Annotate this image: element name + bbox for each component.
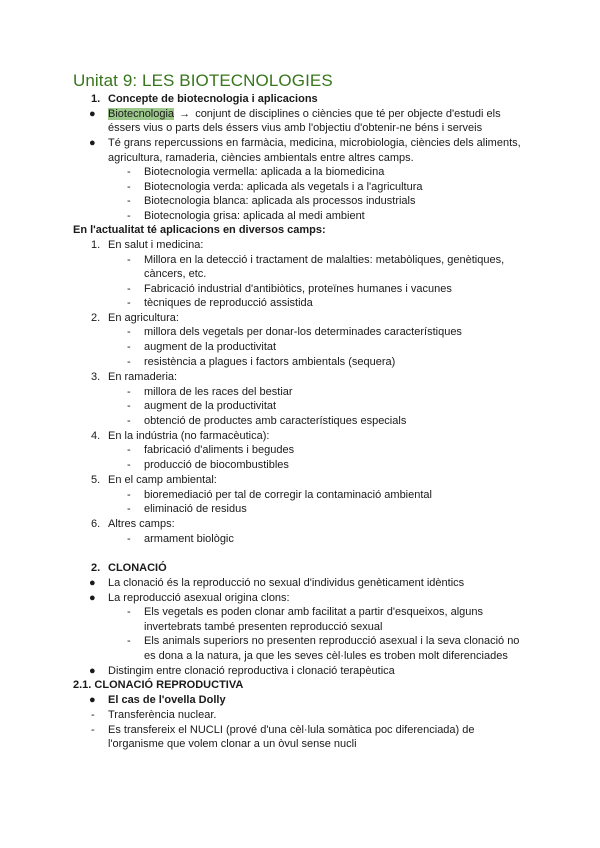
- section-2-number: 2.: [91, 562, 101, 574]
- dash-marker: -: [127, 415, 131, 427]
- definition-text-cont: éssers vius o parts dels éssers vius amb l'objectiu d'obtenir-ne béns i serveis: [108, 122, 483, 134]
- application-detail: Millora en la detecció i tractament de malalties: metabòliques, genètiques,: [144, 254, 505, 266]
- dash-marker: -: [127, 326, 131, 338]
- list-number: 4.: [91, 430, 101, 442]
- bullet-icon: ●: [89, 694, 96, 706]
- dash-marker: -: [127, 400, 131, 412]
- dash-marker: -: [91, 709, 95, 721]
- cloning-definition: La clonació és la reproducció no sexual d'individus genèticament idèntics: [108, 577, 465, 589]
- list-number: 5.: [91, 474, 101, 486]
- bullet-icon: ●: [89, 577, 96, 589]
- dash-marker: -: [127, 356, 131, 368]
- clone-detail: Els vegetals es poden clonar amb facilitat a partir d'esqueixos, alguns: [144, 606, 484, 618]
- asexual-reproduction: La reproducció asexual origina clons:: [108, 592, 290, 604]
- application-detail: eliminació de residus: [144, 503, 247, 515]
- dolly-detail: Transferència nuclear.: [108, 709, 217, 721]
- dash-marker: -: [127, 635, 131, 647]
- repercussions-text-cont: agricultura, ramaderia, ciències ambientals entre altres camps.: [108, 152, 414, 164]
- definition-line: [108, 107, 501, 122]
- section-1-heading: Concepte de biotecnologia i aplicacions: [108, 93, 318, 105]
- list-number: 1.: [91, 239, 101, 251]
- clone-detail-cont: es dona a la natura, ja que les seves cèl·lules es troben molt diferenciades: [144, 650, 508, 662]
- subsection-heading: 2.1. CLONACIÓ REPRODUCTIVA: [73, 679, 244, 691]
- dash-marker: -: [127, 195, 131, 207]
- definition-text: conjunt de disciplines o ciències que té per objecte d'estudi els: [195, 108, 501, 120]
- application-detail: bioremediació per tal de corregir la contaminació ambiental: [144, 489, 432, 501]
- dash-marker: -: [127, 210, 131, 222]
- section-2-heading: CLONACIÓ: [108, 562, 167, 574]
- biotech-type: Biotecnologia vermella: aplicada a la biomedicina: [144, 166, 385, 178]
- arrow-icon: →: [179, 108, 191, 120]
- application-field: Altres camps:: [108, 518, 175, 530]
- repercussions-text: Té grans repercussions en farmàcia, medicina, microbiologia, ciències dels aliments,: [108, 137, 521, 149]
- application-detail: obtenció de productes amb característiques especials: [144, 415, 407, 427]
- dash-marker: -: [127, 341, 131, 353]
- dash-marker: -: [127, 254, 131, 266]
- application-detail: tècniques de reproducció assistida: [144, 297, 313, 309]
- list-number: 3.: [91, 371, 101, 383]
- applications-heading: En l'actualitat té aplicacions en diversos camps:: [73, 224, 326, 236]
- dash-marker: -: [127, 489, 131, 501]
- application-detail: Fabricació industrial d'antibiòtics, proteïnes humanes i vacunes: [144, 283, 452, 295]
- dash-marker: -: [127, 166, 131, 178]
- application-detail: augment de la productivitat: [144, 341, 277, 353]
- dash-marker: -: [127, 459, 131, 471]
- dash-marker: -: [127, 444, 131, 456]
- cloning-types: Distingim entre clonació reproductiva i clonació terapèutica: [108, 665, 395, 677]
- biotech-type: Biotecnologia verda: aplicada als vegetals i a l'agricultura: [144, 181, 423, 193]
- dash-marker: -: [127, 533, 131, 545]
- application-detail-cont: càncers, etc.: [144, 268, 207, 280]
- dolly-detail: Es transfereix el NUCLI (prové d'una cèl·lula somàtica poc diferenciada) de: [108, 724, 475, 736]
- application-field: En la indústria (no farmacèutica):: [108, 430, 270, 442]
- dash-marker: -: [127, 283, 131, 295]
- application-detail: augment de la productivitat: [144, 400, 277, 412]
- dash-marker: -: [127, 606, 131, 618]
- application-detail: fabricació d'aliments i begudes: [144, 444, 295, 456]
- bullet-icon: ●: [89, 108, 96, 120]
- application-detail: millora de les races del bestiar: [144, 386, 293, 398]
- highlighted-term: Biotecnologia: [108, 108, 175, 120]
- application-field: En salut i medicina:: [108, 239, 204, 251]
- clone-detail: Els animals superiors no presenten reproducció asexual i la seva clonació no: [144, 635, 520, 647]
- list-number: 6.: [91, 518, 101, 530]
- application-detail: millora dels vegetals per donar-los determinades característiques: [144, 326, 462, 338]
- bullet-icon: ●: [89, 137, 96, 149]
- biotech-type: Biotecnologia blanca: aplicada als processos industrials: [144, 195, 416, 207]
- application-field: En el camp ambiental:: [108, 474, 217, 486]
- clone-detail-cont: invertebrats també presenten reproducció sexual: [144, 621, 383, 633]
- dash-marker: -: [91, 724, 95, 736]
- dash-marker: -: [127, 503, 131, 515]
- page-title: Unitat 9: LES BIOTECNOLOGIES: [73, 71, 333, 90]
- dash-marker: -: [127, 386, 131, 398]
- application-field: En agricultura:: [108, 312, 179, 324]
- application-detail: armament biològic: [144, 533, 234, 545]
- bullet-icon: ●: [89, 592, 96, 604]
- biotech-type: Biotecnologia grisa: aplicada al medi ambient: [144, 210, 365, 222]
- dolly-detail-cont: l'organisme que volem clonar a un òvul sense nucli: [108, 738, 357, 750]
- application-field: En ramaderia:: [108, 371, 178, 383]
- application-detail: producció de biocombustibles: [144, 459, 289, 471]
- dash-marker: -: [127, 297, 131, 309]
- dolly-case-heading: El cas de l'ovella Dolly: [108, 694, 226, 706]
- bullet-icon: ●: [89, 665, 96, 677]
- dash-marker: -: [127, 181, 131, 193]
- section-1-number: 1.: [91, 93, 101, 105]
- application-detail: resistència a plagues i factors ambientals (sequera): [144, 356, 396, 368]
- list-number: 2.: [91, 312, 101, 324]
